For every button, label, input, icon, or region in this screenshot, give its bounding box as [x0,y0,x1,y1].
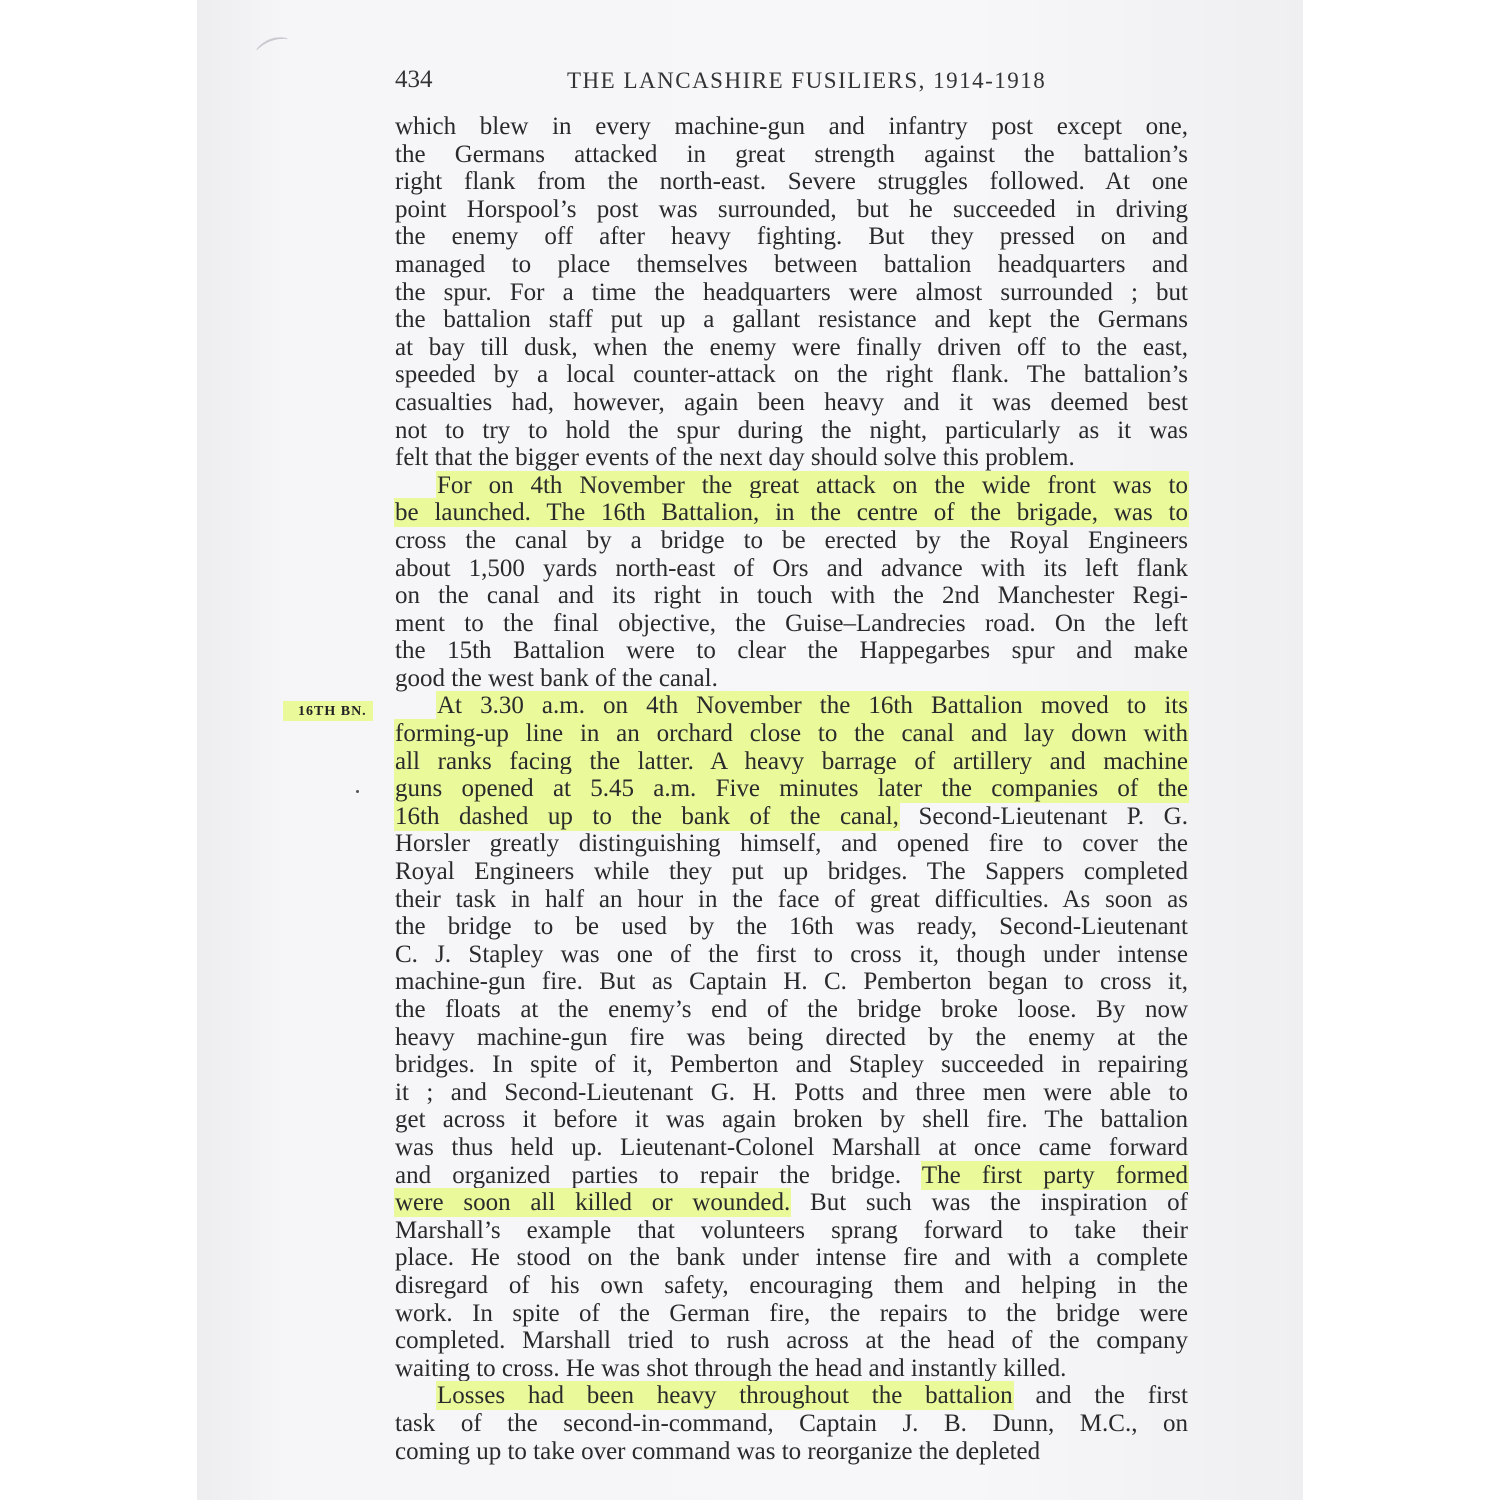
plain-text: Marshall’s example that volunteers sprang forward to take their [395,1216,1188,1244]
plain-text: waiting to cross. He was shot through the head and instantly killed. [395,1354,1067,1382]
margin-note: 16TH BN. [283,701,373,721]
highlighted-text: The first party formed [921,1161,1188,1189]
text-line [395,748,1188,776]
plain-text: about 1,500 yards north-east of Ors and advance with its left flank [395,554,1188,582]
text-line [395,196,1188,224]
plain-text: at bay till dusk, when the enemy were finally driven off to the east, [395,333,1188,361]
text-line [395,334,1188,362]
plain-text: machine-gun fire. But as Captain H. C. Pemberton began to cross it, [395,968,1188,996]
background [1303,0,1500,1500]
highlighted-text: 16th dashed up to the bank of the canal, [395,802,899,830]
plain-text: But such was the inspiration of [790,1189,1188,1217]
text-line [395,637,1188,665]
text-line [395,113,1188,141]
text-line [395,1300,1188,1328]
text-line [395,499,1188,527]
text-line [395,858,1188,886]
plain-text: managed to place themselves between battalion headquarters and [395,250,1188,278]
plain-text: ment to the final objective, the Guise–Landrecies road. On the left [395,609,1188,637]
text-line [395,1217,1188,1245]
text-line [395,941,1188,969]
text-line [395,306,1188,334]
plain-text: bridges. In spite of it, Pemberton and Stapley succeeded in repairing [395,1051,1188,1079]
page-number: 434 [395,66,433,93]
text-line [395,775,1188,803]
text-line [395,1051,1188,1079]
body-text [395,113,1188,1465]
text-line [395,279,1188,307]
corner-mark-icon: ⌒ [253,31,300,81]
plain-text: the Germans attacked in great strength against the battalion’s [395,140,1188,168]
plain-text: work. In spite of the German fire, the repairs to the bridge were [395,1299,1188,1327]
plain-text: point Horspool’s post was surrounded, but he succeeded in driving [395,195,1188,223]
text-line [395,1355,1188,1383]
text-line [395,1024,1188,1052]
plain-text: the floats at the enemy’s end of the bridge broke loose. By now [395,996,1188,1023]
text-line [395,444,1188,472]
text-line [395,1410,1188,1438]
text-line [395,996,1188,1024]
plain-text: speeded by a local counter-attack on the right flank. The battalion’s [395,361,1188,389]
plain-text: disregard of his own safety, encouraging them and helping in the [395,1271,1188,1299]
plain-text: Second-Lieutenant P. G. [898,802,1188,830]
highlighted-text: Losses had been heavy throughout the battalion [437,1382,1013,1410]
plain-text: casualties had, however, again been heavy and it was deemed best [395,388,1188,416]
text-line [395,913,1188,941]
stray-mark [356,790,359,793]
plain-text: Royal Engineers while they put up bridges. The Sappers completed [395,858,1188,886]
text-line [395,1134,1188,1162]
plain-text: the battalion staff put up a gallant resistance and kept the Germans [395,306,1188,334]
plain-text: the enemy off after heavy fighting. But they pressed on and [395,223,1188,251]
plain-text: on the canal and its right in touch with the 2nd Manchester Regi- [395,582,1188,610]
plain-text: the 15th Battalion were to clear the Happegarbes spur and make [395,637,1188,665]
text-line [395,1162,1188,1190]
text-line [395,389,1188,417]
highlighted-text: guns opened at 5.45 a.m. Five minutes later the companies of the [395,775,1188,803]
highlighted-text: forming-up line in an orchard close to the canal and lay down with [395,720,1188,748]
text-line [395,1438,1188,1466]
text-line [395,886,1188,914]
highlighted-text: be launched. The 16th Battalion, in the centre of the brigade, was to [395,499,1188,527]
plain-text: place. He stood on the bank under intense fire and with a complete [395,1244,1188,1272]
highlighted-text: all ranks facing the latter. A heavy barrage of artillery and machine [395,747,1188,775]
text-line [395,830,1188,858]
plain-text: get across it before it was again broken by shell fire. The battalion [395,1106,1188,1134]
plain-text: the spur. For a time the headquarters were almost surrounded ; but [395,278,1188,306]
plain-text: and organized parties to repair the bridge. [395,1161,902,1189]
text-line [395,610,1188,638]
highlighted-text: At 3.30 a.m. on 4th November the 16th Battalion moved to its [437,692,1188,720]
text-line [395,1382,1188,1410]
text-line [395,527,1188,555]
text-line [395,251,1188,279]
text-line [395,1189,1188,1217]
text-line [395,968,1188,996]
plain-text: not to try to hold the spur during the night, particularly as it was [395,416,1188,444]
text-line [395,361,1188,389]
text-line [395,582,1188,610]
plain-text: good the west bank of the canal. [395,664,718,692]
text-line [395,1079,1188,1107]
plain-text: which blew in every machine-gun and infantry post except one, [395,113,1188,140]
text-line [395,555,1188,583]
plain-text: task of the second-in-command, Captain J. B. Dunn, M.C., on [395,1409,1188,1437]
text-line [395,1327,1188,1355]
plain-text: Horsler greatly distinguishing himself, and opened fire to cover the [395,830,1188,858]
text-line [395,417,1188,445]
highlighted-text: For on 4th November the great attack on the wide front was to [437,471,1188,499]
text-line [395,141,1188,169]
plain-text: coming up to take over command was to reorganize the depleted [395,1437,1041,1465]
text-line [395,1106,1188,1134]
plain-text: the bridge to be used by the 16th was ready, Second-Lieutenant [395,913,1188,941]
text-line [395,665,1188,693]
text-line [395,803,1188,831]
plain-text: heavy machine-gun fire was being directed by the enemy at the [395,1023,1188,1051]
text-line [395,1244,1188,1272]
highlighted-text: were soon all killed or wounded. [395,1189,791,1217]
text-line [395,223,1188,251]
plain-text: their task in half an hour in the face of great difficulties. As soon as [395,885,1188,913]
plain-text: right flank from the north-east. Severe struggles followed. At one [395,168,1188,196]
plain-text: cross the canal by a bridge to be erected by the Royal Engineers [395,526,1188,554]
plain-text: C. J. Stapley was one of the first to cross it, though under intense [395,940,1188,968]
plain-text: it ; and Second-Lieutenant G. H. Potts and three men were able to [395,1078,1188,1106]
plain-text: and the first [1012,1382,1188,1410]
text-line [395,168,1188,196]
plain-text: was thus held up. Lieutenant-Colonel Marshall at once came forward [395,1133,1188,1161]
text-line [395,472,1188,500]
plain-text: completed. Marshall tried to rush across at the head of the company [395,1327,1188,1355]
text-line [395,1272,1188,1300]
text-line [395,692,1188,720]
plain-text: felt that the bigger events of the next day should solve this problem. [395,444,1075,472]
page-header [395,66,1188,102]
running-title: THE LANCASHIRE FUSILIERS, 1914-1918 [567,68,1047,93]
text-line [395,720,1188,748]
